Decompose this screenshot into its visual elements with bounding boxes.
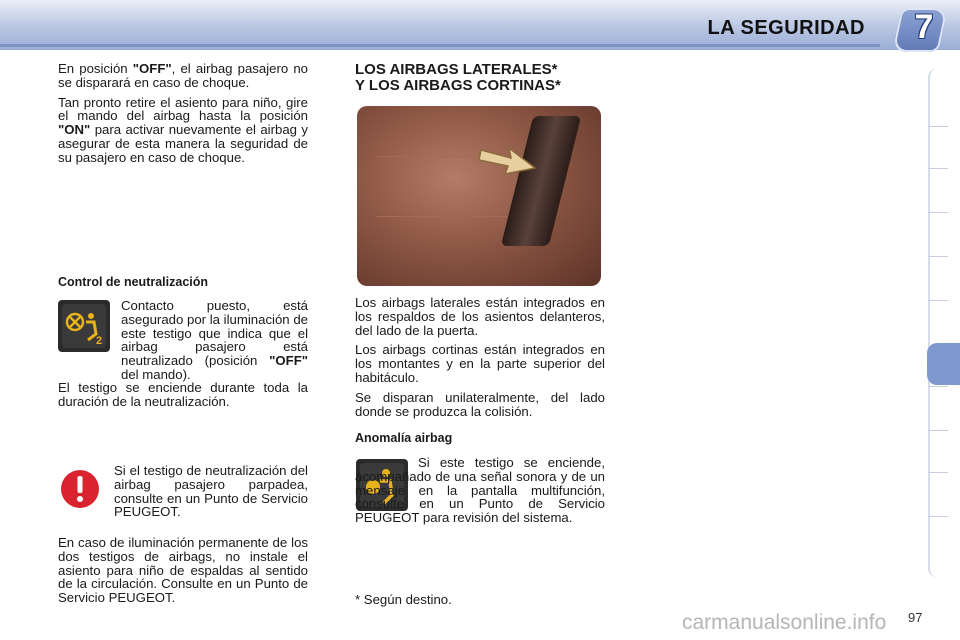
chapter-tabs bbox=[928, 68, 960, 578]
section-heading: LOS AIRBAGS LATERALES* Y LOS AIRBAGS CORTINAS* bbox=[355, 61, 561, 94]
chapter-tab[interactable] bbox=[928, 168, 948, 169]
page-number: 97 bbox=[908, 610, 923, 625]
chapter-tab-active[interactable] bbox=[927, 343, 960, 385]
chapter-tab[interactable] bbox=[928, 300, 948, 301]
paragraph-on: Tan pronto retire el asiento para niño, gire el mando del airbag hasta la posición "ON" para activar nuevamente el airbag y asegurar de esta manera la seguridad de su pasajero en caso de choque. bbox=[58, 94, 308, 165]
watermark: carmanualsonline.info bbox=[682, 611, 887, 634]
control-heading: Control de neutralización bbox=[58, 275, 209, 289]
chapter-tab[interactable] bbox=[928, 126, 948, 127]
warning-text: Si el testigo de neutralización del airbag pasajero parpadea, consulte en un Punto de Servicio PEUGEOT. bbox=[114, 463, 308, 520]
chapter-tab[interactable] bbox=[928, 386, 948, 387]
svg-text:2: 2 bbox=[96, 335, 103, 347]
header-rule bbox=[0, 44, 880, 47]
left-intro bbox=[58, 62, 308, 171]
anomaly-text: Si este testigo se enciende, acompañado de una señal sonora y de un mensaje en la pantalla multifunción, consulte en un Punto de Servicio PEUGEOT para revisión del sistema. bbox=[355, 455, 605, 526]
paragraph-off: En posición "OFF", el airbag pasajero no se disparará en caso de choque. bbox=[58, 61, 309, 90]
pointer-arrow-icon bbox=[479, 140, 539, 180]
chapter-tab[interactable] bbox=[928, 256, 948, 257]
seat-illustration bbox=[357, 106, 601, 286]
control-duration: El testigo se enciende durante toda la duración de la neutralización. bbox=[58, 380, 308, 409]
permanent-warning-text: En caso de iluminación permanente de los dos testigos de airbags, no instale el asiento para niño de espaldas al sentido de la circulación. Consulte en un Punto de Servicio PEUGEOT. bbox=[58, 535, 308, 606]
chapter-tab[interactable] bbox=[928, 212, 948, 213]
warning-exclamation-icon bbox=[57, 466, 103, 512]
airbag-description: Los airbags laterales están integrados en los respaldos de los asientos delanteros, del lado de la puerta. Los airbags cortinas están integrados en los montantes y en la parte superior del habitáculo. Se disparan unilateralmente, del lado donde se produzca la colisión. bbox=[355, 295, 605, 419]
chapter-number: 7 bbox=[914, 8, 934, 46]
control-text: Contacto puesto, está asegurado por la iluminación de este testigo que indica que el airbag pasajero está neutralizado (posición "OFF" del mando). bbox=[121, 298, 308, 382]
anomaly-heading: Anomalía airbag bbox=[355, 431, 453, 445]
side-airbag-panel bbox=[501, 116, 581, 246]
chapter-tab[interactable] bbox=[928, 472, 948, 473]
footnote: * Según destino. bbox=[355, 592, 452, 607]
chapter-tab[interactable] bbox=[928, 430, 948, 431]
airbag-off-indicator-icon bbox=[58, 300, 110, 352]
chapter-tab[interactable] bbox=[928, 516, 948, 517]
chapter-title: LA SEGURIDAD bbox=[707, 17, 865, 39]
